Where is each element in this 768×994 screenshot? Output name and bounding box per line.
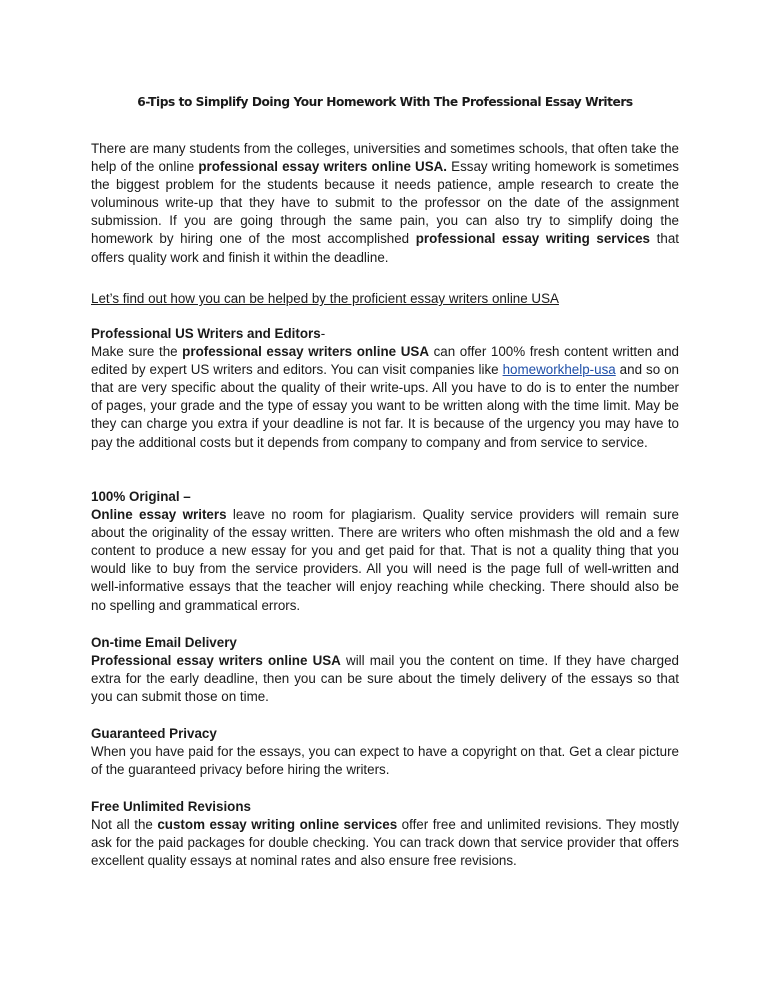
section-heading <box>91 325 679 343</box>
section-text: Make sure the <box>91 344 183 360</box>
section-text: leave no room for plagiarism. Quality service providers will remain sure about the originality of the essay written. There are writers who often mishmash the old and a few content to produce a new essay for you and get paid for that. That is not a quality thing that you would like to buy from the service providers. All you will need is the page full of well-written and well-informative essays that the teacher will enjoy reaching while checking. There should also be no spelling and grammatical errors. <box>91 507 679 613</box>
section-privacy <box>91 725 679 779</box>
section-bold: professional essay writers online USA <box>182 344 429 360</box>
section-professional-writers <box>91 325 679 452</box>
intro-text-3: that offers quality work and finish it within the deadline. <box>91 231 679 265</box>
section-email-delivery <box>91 634 679 706</box>
section-text: can offer 100% fresh content written and edited by expert US writers and editors. You can visit companies like <box>91 344 679 378</box>
intro-text-2: Essay writing homework is sometimes the biggest problem for the students because it needs patience, ample research to create the voluminous write-up that they have to submit to the professor on the date of the assignment submission. If you are going through the same pain, you can also try to simplify doing the homework by hiring one of the most accomplished <box>91 159 679 247</box>
section-bold: custom essay writing online services <box>157 817 398 833</box>
section-heading-suffix: - <box>320 326 326 341</box>
section-heading: On-time Email Delivery <box>91 635 237 650</box>
intro-bold-2: professional essay writing services <box>415 231 651 247</box>
document-title: 6-Tips to Simplify Doing Your Homework With The Professional Essay Writers <box>137 95 633 109</box>
section-bold: Professional essay writers online USA <box>91 653 341 669</box>
section-text: When you have paid for the essays, you can expect to have a copyright on that. Get a clear picture of the guaranteed privacy before hiring the writers. <box>91 744 679 778</box>
intro-bold-1: professional essay writers online USA. <box>198 159 448 175</box>
section-revisions <box>91 798 679 870</box>
lead-line: Let’s find out how you can be helped by the proficient essay writers online USA <box>91 291 559 306</box>
section-text: will mail you the content on time. If they have charged extra for the early deadline, then you can be sure about the timely delivery of the essays so that you can submit those on time. <box>91 653 679 705</box>
section-text: offer free and unlimited revisions. They mostly ask for the paid packages for double checking. You can track down that service provider that offers excellent quality essays at nominal rates and also ensure free revisions. <box>91 817 679 869</box>
section-original <box>91 488 679 615</box>
intro-paragraph <box>91 140 679 267</box>
homeworkhelp-link[interactable]: homeworkhelp-usa <box>502 362 616 378</box>
section-heading: Guaranteed Privacy <box>91 726 217 741</box>
section-heading: Free Unlimited Revisions <box>91 799 251 814</box>
section-text: and so on that are very specific about the quality of their write-ups. All you have to do is to enter the number of pages, your grade and the type of essay you want to be written along with the time limit. May be they can charge you extra if your deadline is not far. It is because of the urgency you may have to pay the additional costs but it depends from company to company and from service to service. <box>91 362 679 450</box>
section-text: Not all the <box>91 817 158 833</box>
section-heading-text: Professional US Writers and Editors <box>91 326 321 341</box>
section-heading: 100% Original – <box>91 489 191 504</box>
intro-text-1: There are many students from the colleges, universities and sometimes schools, that often take the help of the online <box>91 141 679 175</box>
section-bold: Online essay writers <box>91 507 227 523</box>
